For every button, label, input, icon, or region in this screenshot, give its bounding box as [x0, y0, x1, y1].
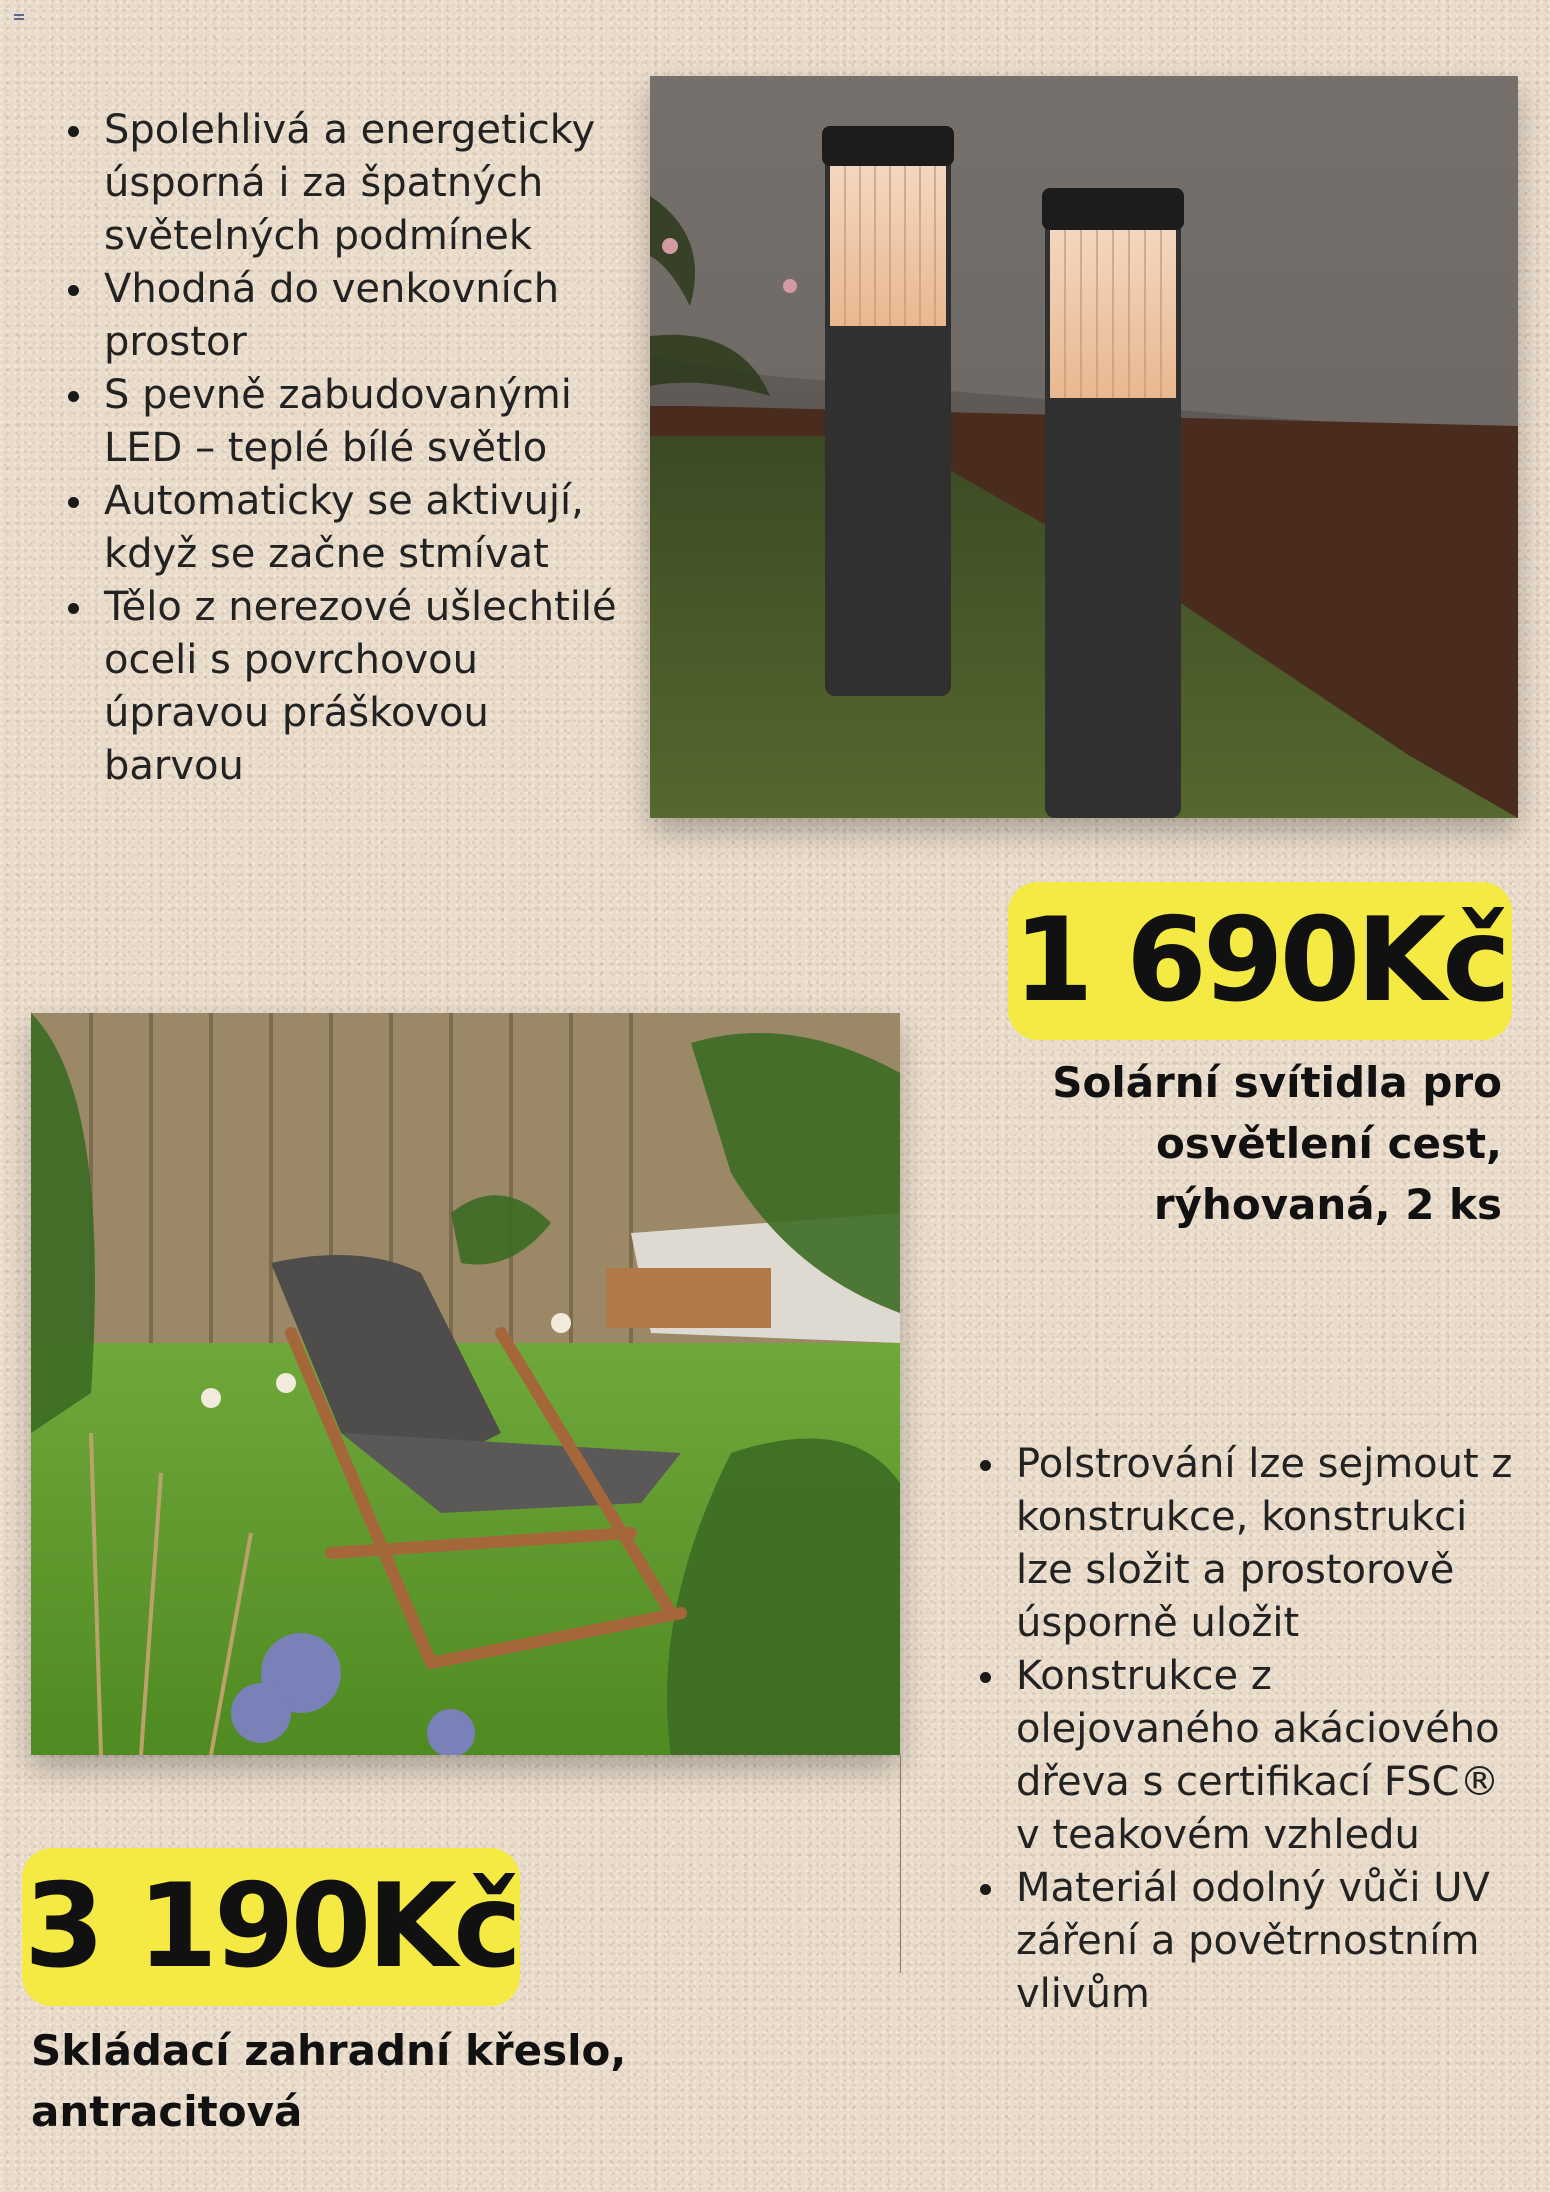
- feature-item: Konstrukce z olejovaného akáciového dřeva s certifikací FSC® v teakovém vzhledu: [970, 1650, 1520, 1862]
- lights-price-badge: 1 690Kč: [1008, 882, 1512, 1040]
- feature-item: Spolehlivá a energeticky úsporná i za špatných světelných podmínek: [58, 104, 618, 263]
- feature-item: S pevně zabudovanými LED – teplé bílé světlo: [58, 369, 618, 475]
- product-name-line: Skládací zahradní křeslo,: [31, 2026, 627, 2075]
- chair-price-badge: 3 190Kč: [22, 1848, 520, 2006]
- feature-item: Tělo z nerezové ušlechtilé oceli s povrchovou úpravou práškovou barvou: [58, 581, 618, 793]
- feature-item: Vhodná do venkovních prostor: [58, 263, 618, 369]
- product-name-line: antracitová: [31, 2087, 303, 2136]
- chair-product-name: [31, 2020, 731, 2142]
- feature-item: Automaticky se aktivují, když se začne stmívat: [58, 475, 618, 581]
- product-name-line: rýhovaná, 2 ks: [1153, 1180, 1502, 1229]
- solar-lights-photo: [650, 76, 1518, 818]
- menu-icon: [14, 14, 24, 24]
- lights-product-name: [942, 1052, 1502, 1235]
- chair-feature-list: [970, 1438, 1520, 2021]
- garden-chair-photo: [31, 1013, 900, 1755]
- lights-feature-list: [58, 104, 618, 793]
- product-name-line: osvětlení cest,: [1155, 1119, 1502, 1168]
- feature-item: Materiál odolný vůči UV záření a povětrnostním vlivům: [970, 1862, 1520, 2021]
- product-name-line: Solární svítidla pro: [1052, 1058, 1502, 1107]
- divider-line: [900, 1755, 901, 1973]
- feature-item: Polstrování lze sejmout z konstrukce, konstrukci lze složit a prostorově úsporně uložit: [970, 1438, 1520, 1650]
